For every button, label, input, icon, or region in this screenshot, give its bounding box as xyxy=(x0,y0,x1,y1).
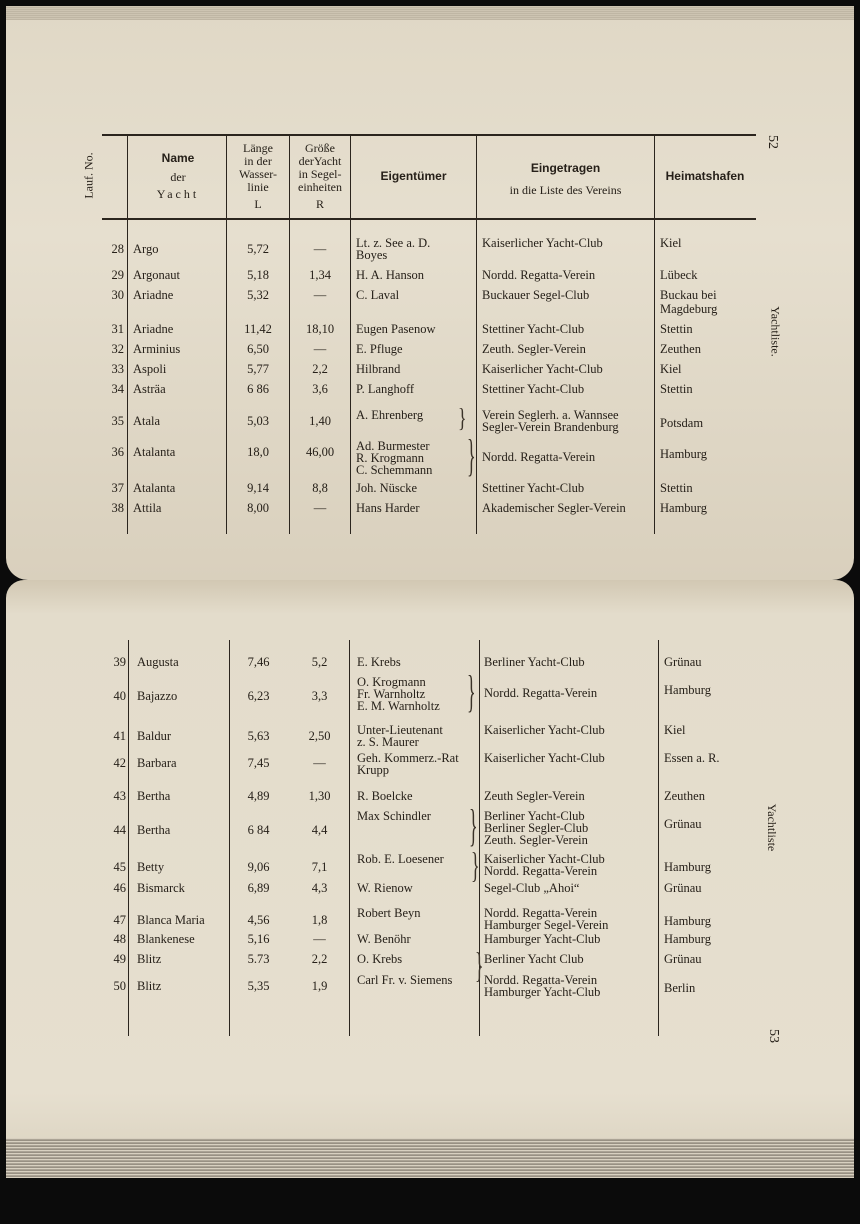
owner-line: Lt. z. See a. D. xyxy=(356,236,431,250)
table-top-rule xyxy=(102,134,756,136)
owner-line: Boyes xyxy=(356,248,388,262)
owner-line: P. Langhoff xyxy=(356,382,415,396)
column-rule xyxy=(654,134,655,534)
row-number: 47 xyxy=(113,913,126,927)
row-number: 45 xyxy=(113,860,126,874)
home-port-line: Zeuthen xyxy=(664,789,705,803)
length-value: 7,46 xyxy=(247,655,270,669)
row-number: 42 xyxy=(113,756,126,770)
club-line: Nordd. Regatta-Verein xyxy=(484,973,598,987)
row-number: 35 xyxy=(111,414,124,428)
size-value: — xyxy=(313,342,327,356)
yacht-name: Atala xyxy=(133,414,161,428)
club-line: Stettiner Yacht-Club xyxy=(482,481,585,495)
yacht-name: Blitz xyxy=(137,952,162,966)
owner-line: Hans Harder xyxy=(356,501,420,515)
home-port-line: Kiel xyxy=(660,236,682,250)
club-line: Berliner Yacht-Club xyxy=(484,655,585,669)
club-line: Nordd. Regatta-Verein xyxy=(482,268,596,282)
header-laenge-1: Länge xyxy=(243,141,273,155)
yacht-name: Bertha xyxy=(137,823,171,837)
size-value: 3,3 xyxy=(311,689,328,703)
size-value: 46,00 xyxy=(305,445,335,459)
size-value: — xyxy=(313,932,326,946)
size-value: 2,2 xyxy=(312,362,328,376)
home-port-line: Buckau bei xyxy=(660,288,717,302)
owner-line: A. Ehrenberg xyxy=(356,408,424,422)
length-value: 5,35 xyxy=(247,979,270,993)
owner-line: Hilbrand xyxy=(356,362,401,376)
row-number: 37 xyxy=(111,481,124,495)
club-line: Nordd. Regatta-Verein xyxy=(484,864,598,878)
header-eingetragen-1: Eingetragen xyxy=(530,161,601,175)
row-number: 28 xyxy=(111,242,124,256)
yacht-name: Barbara xyxy=(137,756,177,770)
length-value: 6,23 xyxy=(247,689,270,703)
club-line: Berliner Yacht Club xyxy=(484,952,584,966)
yacht-name: Bismarck xyxy=(137,881,185,895)
length-value: 4,56 xyxy=(247,913,270,927)
owner-line: Carl Fr. v. Siemens xyxy=(357,973,453,987)
header-groesse-5: R xyxy=(315,197,324,211)
grouping-brace: } xyxy=(469,799,478,851)
home-port-line: Grünau xyxy=(664,881,702,895)
size-value: 1,40 xyxy=(309,414,331,428)
row-number: 40 xyxy=(113,689,126,703)
owner-line: z. S. Maurer xyxy=(357,735,419,749)
yacht-name: Aspoli xyxy=(133,362,167,376)
club-line: Nordd. Regatta-Verein xyxy=(484,686,598,700)
yacht-name: Asträa xyxy=(133,382,166,396)
row-number: 34 xyxy=(111,382,124,396)
owner-line: Joh. Nüscke xyxy=(356,481,418,495)
size-value: 3,6 xyxy=(312,382,328,396)
club-line: Kaiserlicher Yacht-Club xyxy=(484,723,605,737)
header-heimatshafen: Heimatshafen xyxy=(665,169,745,183)
size-value: 1,34 xyxy=(309,268,331,282)
yacht-name: Argonaut xyxy=(133,268,180,282)
page-53 xyxy=(6,580,854,1150)
club-line: Nordd. Regatta-Verein xyxy=(484,906,598,920)
size-value: 7,1 xyxy=(311,860,328,874)
grouping-brace: } xyxy=(467,429,476,481)
owner-line: E. Pfluge xyxy=(356,342,403,356)
home-port-line: Stettin xyxy=(660,481,693,495)
length-value: 18,0 xyxy=(247,445,269,459)
row-number: 43 xyxy=(113,789,126,803)
row-number: 39 xyxy=(113,655,126,669)
yacht-name: Atalanta xyxy=(133,445,176,459)
header-groesse-3: in Segel- xyxy=(298,167,342,181)
row-number: 31 xyxy=(111,322,124,336)
length-value: 5,16 xyxy=(247,932,270,946)
length-value: 6,89 xyxy=(247,881,270,895)
size-value: 4,4 xyxy=(311,823,328,837)
yacht-name: Arminius xyxy=(133,342,181,356)
row-number: 29 xyxy=(111,268,124,282)
length-value: 5,18 xyxy=(247,268,269,282)
row-number: 41 xyxy=(113,729,126,743)
owner-line: Geh. Kommerz.-Rat xyxy=(357,751,459,765)
grouping-brace: } xyxy=(471,845,480,885)
home-port-line: Essen a. R. xyxy=(664,751,720,765)
grouping-brace: } xyxy=(467,665,476,717)
owner-line: E. Krebs xyxy=(357,655,401,669)
row-number: 32 xyxy=(111,342,124,356)
page-edge-strip xyxy=(6,6,854,20)
club-line: Segel-Club „Ahoi“ xyxy=(484,881,580,895)
yacht-name: Baldur xyxy=(137,729,172,743)
owner-line: Fr. Warnholtz xyxy=(357,687,426,701)
club-line: Nordd. Regatta-Verein xyxy=(482,450,596,464)
yacht-name: Blankenese xyxy=(137,932,195,946)
length-value: 5,32 xyxy=(247,288,269,302)
size-value: 2,50 xyxy=(308,729,331,743)
club-line: Kaiserlicher Yacht-Club xyxy=(484,751,605,765)
home-port-line: Grünau xyxy=(664,655,702,669)
home-port-line: Lübeck xyxy=(660,268,698,282)
header-eigentuemer: Eigentümer xyxy=(380,169,447,183)
club-line: Buckauer Segel-Club xyxy=(482,288,590,302)
club-line: Hamburger Segel-Verein xyxy=(484,918,609,932)
row-number: 33 xyxy=(111,362,124,376)
owner-line: H. A. Hanson xyxy=(356,268,425,282)
yacht-name: Augusta xyxy=(137,655,179,669)
owner-line: O. Krebs xyxy=(357,952,403,966)
row-number: 38 xyxy=(111,501,124,515)
owner-line: Eugen Pasenow xyxy=(356,322,436,336)
yacht-name: Bajazzo xyxy=(137,689,178,703)
size-value: 1,8 xyxy=(311,913,328,927)
column-rule xyxy=(349,640,350,1036)
row-number: 44 xyxy=(113,823,126,837)
column-rule xyxy=(658,640,659,1036)
home-port-line: Hamburg xyxy=(664,932,711,946)
grouping-brace: } xyxy=(475,945,484,985)
grouping-brace: } xyxy=(458,403,467,433)
length-value: 4,89 xyxy=(247,789,270,803)
column-rule xyxy=(289,134,290,534)
length-value: 9,14 xyxy=(247,481,269,495)
club-line: Zeuth. Segler-Verein xyxy=(484,833,588,847)
club-line: Kaiserlicher Yacht-Club xyxy=(482,236,603,250)
owner-line: Rob. E. Loesener xyxy=(357,852,444,866)
size-value: 18,10 xyxy=(305,322,335,336)
length-value: 5,77 xyxy=(247,362,269,376)
column-rule xyxy=(127,134,128,534)
owner-line: C. Schemmann xyxy=(356,463,433,477)
yacht-name: Argo xyxy=(133,242,159,256)
home-port-line: Hamburg xyxy=(664,914,711,928)
yacht-name: Blanca Maria xyxy=(137,913,205,927)
owner-line: Robert Beyn xyxy=(357,906,421,920)
owner-line: R. Boelcke xyxy=(357,789,413,803)
size-value: 2,2 xyxy=(311,952,328,966)
home-port-line: Kiel xyxy=(660,362,682,376)
page-52 xyxy=(6,6,854,580)
column-rule xyxy=(229,640,230,1036)
club-line: Kaiserlicher Yacht-Club xyxy=(484,852,605,866)
header-laenge-4: linie xyxy=(247,180,269,194)
owner-line: Unter-Lieutenant xyxy=(357,723,443,737)
page-edges xyxy=(6,1138,854,1178)
home-port-line: Kiel xyxy=(664,723,686,737)
length-value: 6,50 xyxy=(247,342,269,356)
club-line: Akademischer Segler-Verein xyxy=(482,501,626,515)
row-number: 49 xyxy=(113,952,126,966)
size-value: 5,2 xyxy=(311,655,328,669)
header-groesse-1: Größe xyxy=(305,141,335,155)
club-line: Zeuth. Segler-Verein xyxy=(482,342,586,356)
home-port-line: Hamburg xyxy=(660,447,707,461)
column-rule xyxy=(128,640,129,1036)
owner-line: W. Rienow xyxy=(357,881,413,895)
home-port-line: Stettin xyxy=(660,382,693,396)
owner-line: Max Schindler xyxy=(357,809,431,823)
home-port-line: Magdeburg xyxy=(660,302,718,316)
column-rule xyxy=(226,134,227,534)
club-line: Berliner Segler-Club xyxy=(484,821,589,835)
length-value: 9,06 xyxy=(247,860,270,874)
size-value: — xyxy=(313,242,327,256)
owner-line: R. Krogmann xyxy=(356,451,425,465)
header-name-1: Name xyxy=(161,151,195,165)
row-number: 46 xyxy=(113,881,126,895)
header-bottom-rule xyxy=(102,218,756,220)
row-number: 36 xyxy=(111,445,124,459)
length-value: 5,72 xyxy=(247,242,269,256)
length-value: 5,03 xyxy=(247,414,269,428)
home-port-line: Zeuthen xyxy=(660,342,701,356)
length-value: 8,00 xyxy=(247,501,269,515)
home-port-line: Grünau xyxy=(664,952,702,966)
club-line: Hamburger Yacht-Club xyxy=(484,985,601,999)
home-port-line: Hamburg xyxy=(664,683,711,697)
home-port-line: Berlin xyxy=(664,981,696,995)
club-line: Stettiner Yacht-Club xyxy=(482,322,585,336)
yacht-name: Bertha xyxy=(137,789,171,803)
row-number: 48 xyxy=(113,932,126,946)
row-number: 30 xyxy=(111,288,124,302)
header-laenge-3: Wasser- xyxy=(238,167,278,181)
page-number: 52 xyxy=(765,135,780,149)
home-port-line: Stettin xyxy=(660,322,693,336)
length-value: 5,63 xyxy=(247,729,270,743)
length-value: 7,45 xyxy=(247,756,270,770)
club-line: Segler-Verein Brandenburg xyxy=(482,420,619,434)
home-port-line: Hamburg xyxy=(664,860,711,874)
yacht-name: Ariadne xyxy=(133,322,174,336)
size-value: — xyxy=(313,756,326,770)
header-lauf-no: Lauf. No. xyxy=(81,152,96,199)
size-value: 1,30 xyxy=(308,789,331,803)
home-port-line: Grünau xyxy=(664,817,702,831)
running-head: Yachtliste. xyxy=(768,306,783,357)
yacht-name: Blitz xyxy=(137,979,162,993)
header-groesse-2: derYacht xyxy=(298,154,342,168)
owner-line: E. M. Warnholtz xyxy=(357,699,440,713)
length-value: 6 86 xyxy=(247,382,269,396)
length-value: 11,42 xyxy=(244,322,272,336)
running-head: Yachtliste xyxy=(765,803,780,852)
size-value: 1,9 xyxy=(311,979,328,993)
club-line: Hamburger Yacht-Club xyxy=(484,932,601,946)
page-number: 53 xyxy=(766,1029,781,1043)
club-line: Stettiner Yacht-Club xyxy=(482,382,585,396)
row-number: 50 xyxy=(113,979,126,993)
club-line: Verein Seglerh. a. Wannsee xyxy=(482,408,619,422)
length-value: 5.73 xyxy=(247,952,270,966)
header-laenge-5: L xyxy=(254,197,262,211)
size-value: 8,8 xyxy=(312,481,328,495)
yacht-name: Attila xyxy=(133,501,162,515)
size-value: — xyxy=(313,288,327,302)
header-laenge-2: in der xyxy=(244,154,272,168)
header-groesse-4: einheiten xyxy=(298,180,342,194)
club-line: Zeuth Segler-Verein xyxy=(484,789,585,803)
club-line: Kaiserlicher Yacht-Club xyxy=(482,362,603,376)
size-value: 4,3 xyxy=(311,881,328,895)
home-port-line: Potsdam xyxy=(660,416,704,430)
header-name-2: der xyxy=(170,170,186,184)
yacht-name: Betty xyxy=(137,860,165,874)
owner-line: W. Benöhr xyxy=(357,932,411,946)
home-port-line: Hamburg xyxy=(660,501,707,515)
length-value: 6 84 xyxy=(247,823,270,837)
header-eingetragen-2: in die Liste des Vereins xyxy=(509,183,622,197)
owner-line: Ad. Burmester xyxy=(356,439,430,453)
owner-line: Krupp xyxy=(357,763,389,777)
yacht-name: Ariadne xyxy=(133,288,174,302)
owner-line: C. Laval xyxy=(356,288,400,302)
column-rule xyxy=(350,134,351,534)
owner-line: O. Krogmann xyxy=(357,675,426,689)
header-name-3: Yacht xyxy=(156,187,200,201)
size-value: — xyxy=(313,501,327,515)
yacht-name: Atalanta xyxy=(133,481,176,495)
club-line: Berliner Yacht-Club xyxy=(484,809,585,823)
